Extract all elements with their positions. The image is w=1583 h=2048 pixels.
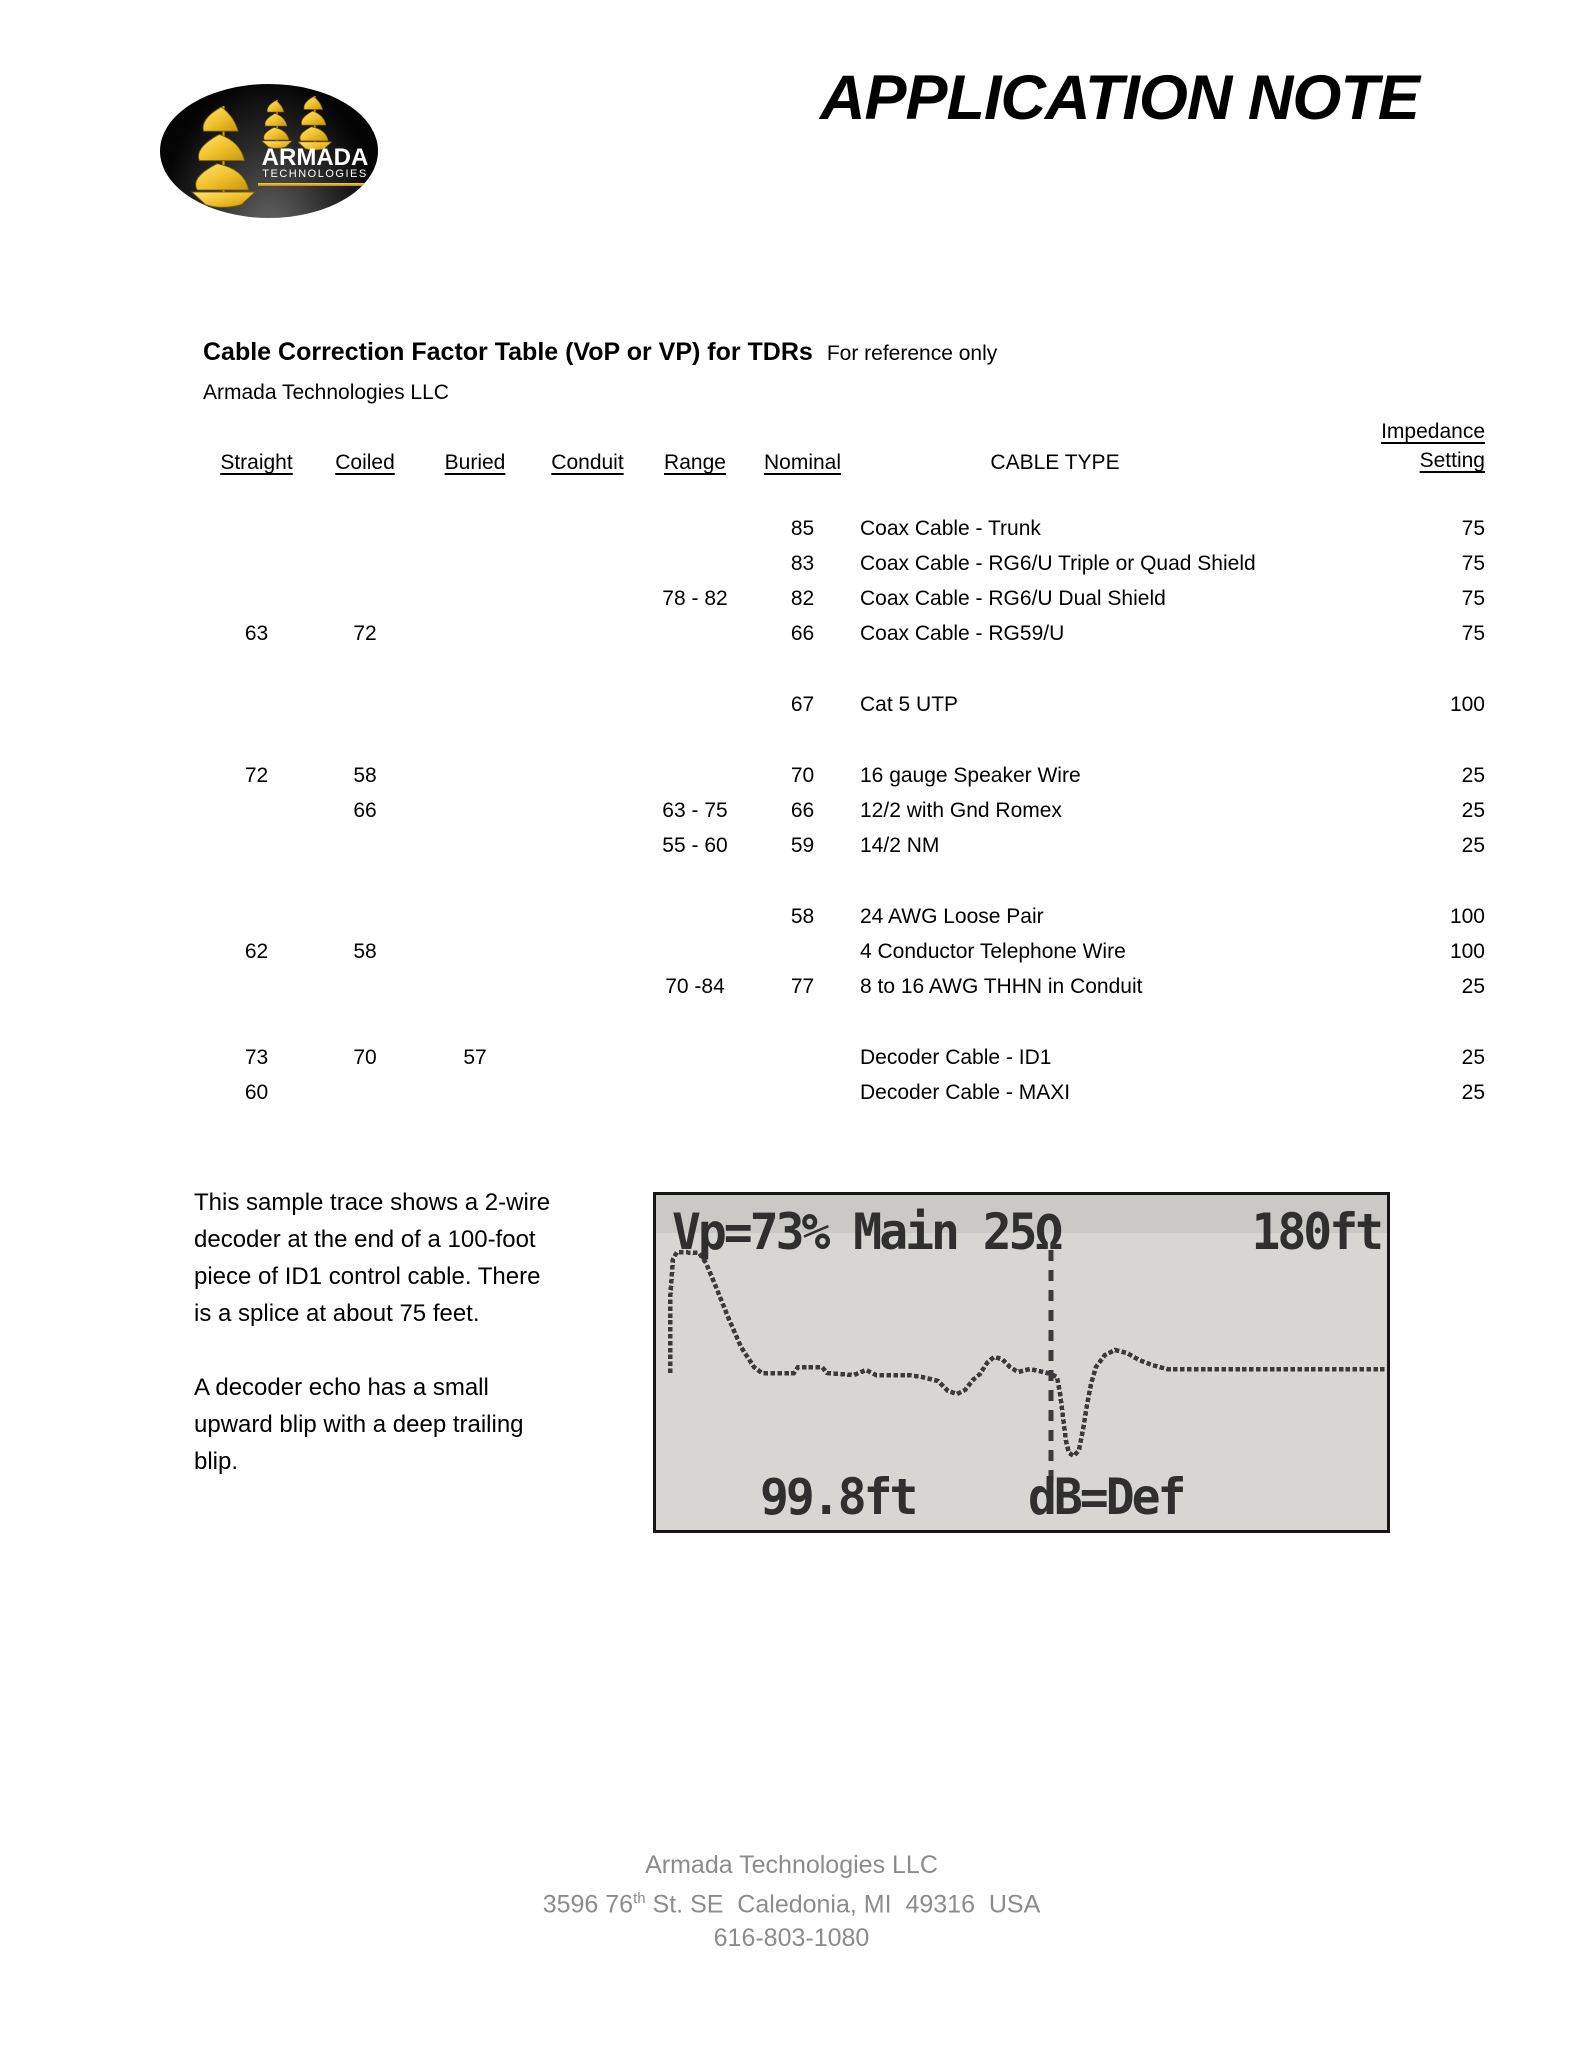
cell-nominal [745, 651, 860, 687]
cell-range [645, 651, 745, 687]
cell-conduit [530, 581, 645, 616]
footer-phone: 616-803-1080 [713, 1924, 870, 1953]
col-header-impedance [1250, 390, 1485, 475]
cell-impedance: 75 [1461, 621, 1485, 645]
table-row [203, 1075, 1485, 1110]
cell-nominal [745, 934, 860, 969]
cell-nominal [745, 863, 860, 899]
cell-straight [203, 511, 310, 546]
cell-buried [420, 1004, 530, 1040]
cell-coiled: 70 [353, 1045, 377, 1069]
cell-impedance: 25 [1461, 974, 1485, 998]
table-row [203, 687, 1485, 722]
cell-conduit [530, 758, 645, 793]
cell-coiled [310, 546, 420, 581]
cell-impedance: 100 [1449, 904, 1485, 928]
cell-conduit [530, 546, 645, 581]
col-header-range: Range [664, 451, 726, 474]
cell-range: 63 - 75 [662, 798, 728, 822]
cell-buried [420, 828, 530, 863]
table-title-note: For reference only [826, 342, 998, 365]
cell-impedance: 25 [1461, 833, 1485, 857]
tdr-range-label: 180ft [1251, 1203, 1381, 1262]
correction-table-body [203, 511, 1485, 1110]
cell-conduit [530, 1004, 645, 1040]
cell-coiled [310, 722, 420, 758]
cell-range: 55 - 60 [662, 833, 728, 857]
cell-straight [203, 1004, 310, 1040]
cell-conduit [530, 934, 645, 969]
cell-cable-type [860, 1004, 1250, 1040]
table-spacer-row [203, 722, 1485, 758]
col-header-cable-type: CABLE TYPE [990, 451, 1120, 474]
cell-range [645, 863, 745, 899]
cell-conduit [530, 1075, 645, 1110]
cell-cable-type: Cat 5 UTP [860, 692, 959, 716]
cell-conduit [530, 899, 645, 934]
footer-company: Armada Technologies LLC [645, 1851, 938, 1879]
cell-straight [203, 863, 310, 899]
para1-line: piece of ID1 control cable. There [194, 1263, 541, 1290]
cell-straight: 62 [244, 939, 269, 963]
cell-straight [203, 546, 310, 581]
cell-nominal [745, 1040, 860, 1075]
cell-buried [420, 969, 530, 1004]
cell-buried [420, 651, 530, 687]
cell-cable-type: Coax Cable - Trunk [860, 516, 1041, 540]
cell-buried [420, 511, 530, 546]
cell-conduit [530, 1040, 645, 1075]
cell-nominal: 67 [790, 692, 815, 716]
paragraph-gap [194, 1332, 634, 1369]
logo-underline [258, 183, 370, 186]
cell-range [645, 758, 745, 793]
cell-cable-type: Decoder Cable - ID1 [860, 1045, 1052, 1069]
cell-range [645, 511, 745, 546]
cell-conduit [530, 651, 645, 687]
table-row [203, 616, 1485, 651]
cell-coiled [310, 1004, 420, 1040]
cell-impedance [1250, 863, 1485, 899]
cell-cable-type: Coax Cable - RG59/U [860, 621, 1065, 645]
cell-buried [420, 793, 530, 828]
table-row [203, 511, 1485, 546]
cell-buried [420, 758, 530, 793]
cell-nominal: 66 [790, 621, 815, 645]
tdr-screen-image [653, 1192, 1390, 1533]
cell-straight [203, 828, 310, 863]
table-header-row [203, 390, 1485, 475]
para2-line: A decoder echo has a small [194, 1374, 489, 1401]
para1-line: is a splice at about 75 feet. [194, 1300, 480, 1327]
cell-coiled: 66 [353, 798, 377, 822]
cell-straight [203, 651, 310, 687]
cell-coiled [310, 969, 420, 1004]
impedance-header-line1: Impedance [1381, 420, 1485, 443]
cell-buried [420, 863, 530, 899]
correction-factor-table [203, 390, 1485, 1110]
cell-buried [420, 546, 530, 581]
cell-nominal: 70 [790, 763, 815, 787]
cell-coiled: 58 [353, 939, 377, 963]
cell-straight [203, 793, 310, 828]
para2-line: upward blip with a deep trailing [194, 1411, 524, 1438]
cell-buried [420, 722, 530, 758]
header-spacer-row [203, 475, 1485, 511]
cell-conduit [530, 687, 645, 722]
sample-trace-description [194, 1184, 634, 1480]
table-heading [203, 338, 997, 367]
cell-buried [420, 687, 530, 722]
cell-range [645, 1040, 745, 1075]
cell-impedance: 75 [1461, 586, 1485, 610]
cell-coiled: 58 [353, 763, 377, 787]
cell-range: 70 -84 [665, 974, 725, 998]
tdr-trace [670, 1252, 1387, 1456]
cell-impedance [1250, 651, 1485, 687]
cell-conduit [530, 616, 645, 651]
col-header-straight: Straight [220, 451, 293, 474]
cell-straight: 60 [244, 1080, 269, 1104]
cell-nominal: 66 [790, 798, 815, 822]
tdr-db-label: dB=Def [1028, 1468, 1184, 1527]
cell-impedance: 75 [1461, 516, 1485, 540]
table-row [203, 899, 1485, 934]
cell-buried [420, 899, 530, 934]
cell-cable-type: Decoder Cable - MAXI [860, 1080, 1071, 1104]
cell-straight [203, 581, 310, 616]
cell-conduit [530, 863, 645, 899]
cell-coiled [310, 687, 420, 722]
logo-wordmark: ARMADA [261, 144, 369, 171]
cell-coiled: 72 [353, 621, 377, 645]
document-title: APPLICATION NOTE [820, 63, 1419, 133]
cell-range [645, 1004, 745, 1040]
cell-nominal: 58 [790, 904, 815, 928]
table-row [203, 934, 1485, 969]
cell-cable-type [860, 651, 1250, 687]
table-spacer-row [203, 651, 1485, 687]
cell-coiled [310, 828, 420, 863]
cell-cable-type [860, 863, 1250, 899]
cell-buried: 57 [463, 1045, 487, 1069]
cell-coiled [310, 651, 420, 687]
col-header-coiled: Coiled [335, 451, 395, 474]
cell-cable-type [860, 722, 1250, 758]
col-header-buried: Buried [444, 451, 506, 474]
footer [0, 1848, 1583, 1955]
cell-straight [203, 687, 310, 722]
table-row [203, 1040, 1485, 1075]
cell-cable-type: Coax Cable - RG6/U Dual Shield [860, 586, 1166, 610]
cell-impedance [1250, 722, 1485, 758]
table-row [203, 758, 1485, 793]
para1-line: This sample trace shows a 2-wire [194, 1189, 551, 1216]
cell-cable-type: 12/2 with Gnd Romex [860, 798, 1062, 822]
cell-range [645, 616, 745, 651]
cell-buried [420, 1075, 530, 1110]
cell-impedance: 75 [1461, 551, 1485, 575]
table-row [203, 828, 1485, 863]
cell-nominal: 82 [790, 586, 815, 610]
tdr-vp-main-label: Vp=73% Main 25Ω [672, 1203, 1061, 1262]
cell-cable-type: Coax Cable - RG6/U Triple or Quad Shield [860, 551, 1256, 575]
cell-cable-type: 24 AWG Loose Pair [860, 904, 1044, 928]
col-header-nominal: Nominal [763, 451, 842, 474]
table-row [203, 581, 1485, 616]
cell-buried [420, 581, 530, 616]
tdr-distance-label: 99.8ft [760, 1468, 916, 1527]
cell-impedance: 100 [1449, 692, 1485, 716]
cell-nominal: 77 [790, 974, 815, 998]
cell-cable-type: 4 Conductor Telephone Wire [860, 939, 1126, 963]
cell-impedance: 25 [1461, 798, 1485, 822]
cell-cable-type: 16 gauge Speaker Wire [860, 763, 1081, 787]
cell-coiled [310, 899, 420, 934]
table-spacer-row [203, 863, 1485, 899]
para2-line: blip. [194, 1448, 239, 1475]
cell-straight: 63 [244, 621, 269, 645]
cell-straight [203, 899, 310, 934]
cell-conduit [530, 828, 645, 863]
cell-nominal [745, 722, 860, 758]
footer-address-number: 3596 76 [542, 1890, 634, 1919]
footer-address-ordinal: th [633, 1890, 646, 1907]
cell-impedance: 100 [1449, 939, 1485, 963]
cell-nominal: 83 [790, 551, 815, 575]
table-subtitle: Armada Technologies LLC [203, 381, 449, 404]
cell-nominal [745, 1075, 860, 1110]
cell-nominal [745, 1004, 860, 1040]
logo-sub-wordmark: TECHNOLOGIES [262, 168, 368, 180]
table-row [203, 546, 1485, 581]
footer-address [0, 1882, 1583, 1921]
cell-impedance: 25 [1461, 763, 1485, 787]
cell-range [645, 722, 745, 758]
cell-range [645, 1075, 745, 1110]
cell-conduit [530, 722, 645, 758]
cell-coiled [310, 511, 420, 546]
cell-nominal: 59 [790, 833, 815, 857]
cell-straight: 73 [244, 1045, 269, 1069]
cell-buried [420, 934, 530, 969]
footer-address-rest: St. SE Caledonia, MI 49316 USA [645, 1890, 1041, 1919]
table-row [203, 793, 1485, 828]
cell-conduit [530, 511, 645, 546]
cell-coiled [310, 863, 420, 899]
cell-range [645, 687, 745, 722]
cell-impedance: 25 [1461, 1045, 1485, 1069]
armada-logo [160, 84, 378, 218]
cell-nominal: 85 [790, 516, 815, 540]
impedance-header-line2: Setting [1419, 449, 1485, 472]
table-row [203, 969, 1485, 1004]
cell-buried [420, 616, 530, 651]
cell-range [645, 934, 745, 969]
table-spacer-row [203, 1004, 1485, 1040]
cell-cable-type: 14/2 NM [860, 833, 940, 857]
cell-conduit [530, 969, 645, 1004]
table-title: Cable Correction Factor Table (VoP or VP) for TDRs [203, 338, 813, 366]
col-header-conduit: Conduit [551, 451, 624, 474]
cell-straight [203, 722, 310, 758]
cell-conduit [530, 793, 645, 828]
cell-straight [203, 969, 310, 1004]
cell-range [645, 899, 745, 934]
cell-cable-type: 8 to 16 AWG THHN in Conduit [860, 974, 1143, 998]
cell-range: 78 - 82 [662, 586, 728, 610]
cell-coiled [310, 1075, 420, 1110]
cell-impedance: 25 [1461, 1080, 1485, 1104]
cell-impedance [1250, 1004, 1485, 1040]
para1-line: decoder at the end of a 100-foot [194, 1226, 536, 1253]
cell-straight: 72 [244, 763, 269, 787]
cell-range [645, 546, 745, 581]
cell-coiled [310, 581, 420, 616]
